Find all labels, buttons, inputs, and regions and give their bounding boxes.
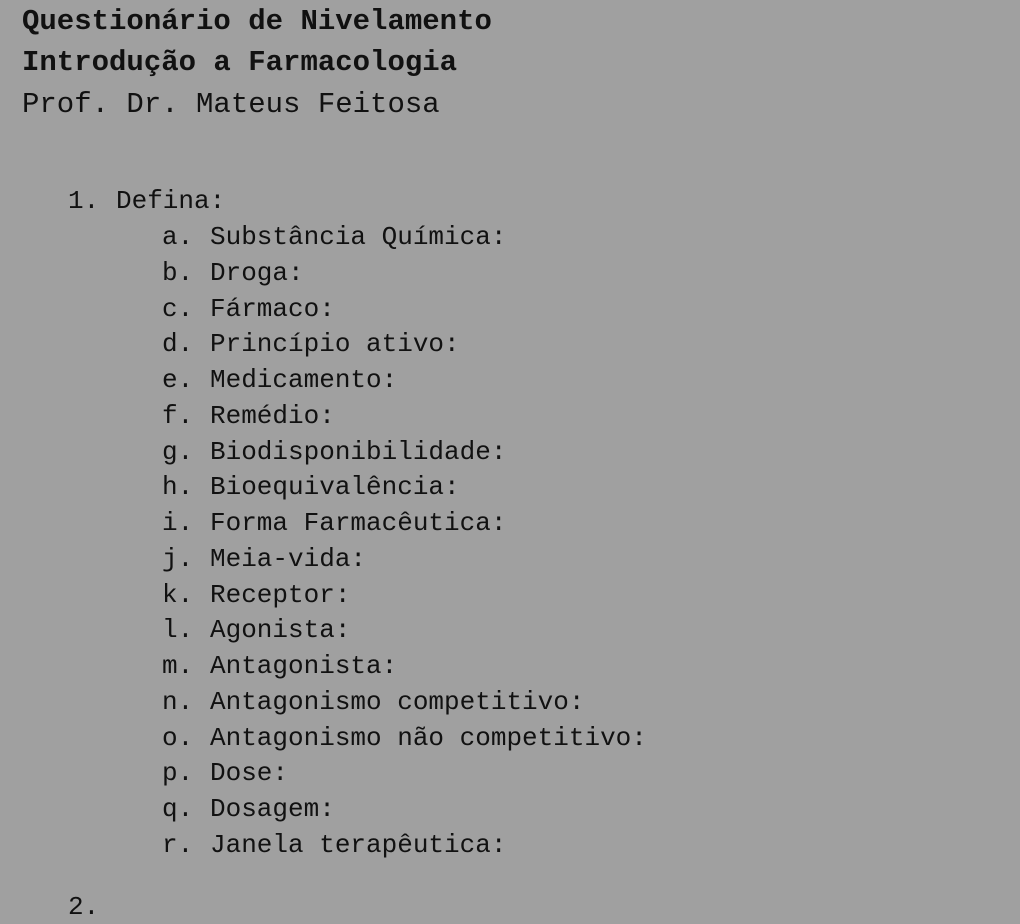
item-text: Substância Química: bbox=[210, 222, 507, 252]
list-item bbox=[162, 685, 647, 721]
item-text: Antagonismo não competitivo: bbox=[210, 722, 647, 753]
item-letter: r. bbox=[162, 829, 194, 860]
list-item bbox=[162, 363, 647, 399]
list-item bbox=[162, 220, 647, 256]
item-letter: k. bbox=[162, 579, 194, 610]
item-text: Remédio: bbox=[210, 400, 335, 431]
question-number: 2. bbox=[68, 892, 100, 922]
item-text: Dose: bbox=[210, 758, 289, 789]
list-item bbox=[162, 756, 647, 792]
item-letter: a. bbox=[162, 222, 194, 252]
item-text: Antagonista: bbox=[210, 651, 398, 681]
item-text: Fármaco: bbox=[210, 293, 335, 324]
item-text: Medicamento: bbox=[210, 365, 398, 395]
item-text: Forma Farmacêutica: bbox=[210, 508, 507, 538]
item-text: Droga: bbox=[210, 257, 304, 288]
list-item bbox=[162, 256, 647, 292]
document-subtitle: Introdução a Farmacologia bbox=[22, 46, 458, 79]
item-text: Janela terapêutica: bbox=[210, 829, 507, 860]
item-letter: n. bbox=[162, 686, 194, 717]
list-item bbox=[162, 470, 647, 506]
item-letter: f. bbox=[162, 400, 194, 431]
list-item bbox=[162, 542, 647, 578]
item-letter: c. bbox=[162, 293, 194, 324]
document-author: Prof. Dr. Mateus Feitosa bbox=[22, 88, 440, 121]
item-letter: b. bbox=[162, 257, 194, 288]
list-item bbox=[162, 649, 647, 685]
document-title: Questionário de Nivelamento bbox=[22, 5, 492, 38]
item-letter: e. bbox=[162, 365, 194, 395]
item-text: Agonista: bbox=[210, 615, 351, 646]
item-letter: o. bbox=[162, 722, 194, 753]
item-text: Antagonismo competitivo: bbox=[210, 686, 585, 717]
list-item bbox=[162, 792, 647, 828]
list-item bbox=[162, 292, 647, 328]
question-1 bbox=[68, 184, 225, 218]
list-item bbox=[162, 506, 647, 542]
definition-list bbox=[162, 220, 647, 864]
item-text: Princípio ativo: bbox=[210, 329, 460, 360]
list-item bbox=[162, 828, 647, 864]
list-item bbox=[162, 721, 647, 757]
item-letter: q. bbox=[162, 794, 194, 824]
question-number: 1. bbox=[68, 186, 100, 216]
list-item bbox=[162, 613, 647, 649]
question-text: Defina: bbox=[116, 186, 226, 216]
list-item bbox=[162, 435, 647, 471]
item-letter: d. bbox=[162, 329, 194, 360]
item-letter: i. bbox=[162, 508, 194, 538]
list-item bbox=[162, 327, 647, 363]
item-letter: p. bbox=[162, 758, 194, 789]
list-item bbox=[162, 399, 647, 435]
list-item bbox=[162, 578, 647, 614]
item-letter: m. bbox=[162, 651, 194, 681]
question-2 bbox=[68, 890, 116, 924]
item-text: Meia-vida: bbox=[210, 543, 367, 574]
item-letter: l. bbox=[162, 615, 194, 646]
item-text: Dosagem: bbox=[210, 794, 335, 824]
item-letter: j. bbox=[162, 543, 194, 574]
item-text: Biodisponibilidade: bbox=[210, 436, 507, 467]
item-letter: h. bbox=[162, 472, 194, 503]
item-text: Bioequivalência: bbox=[210, 472, 460, 503]
item-text: Receptor: bbox=[210, 579, 351, 610]
item-letter: g. bbox=[162, 436, 194, 467]
